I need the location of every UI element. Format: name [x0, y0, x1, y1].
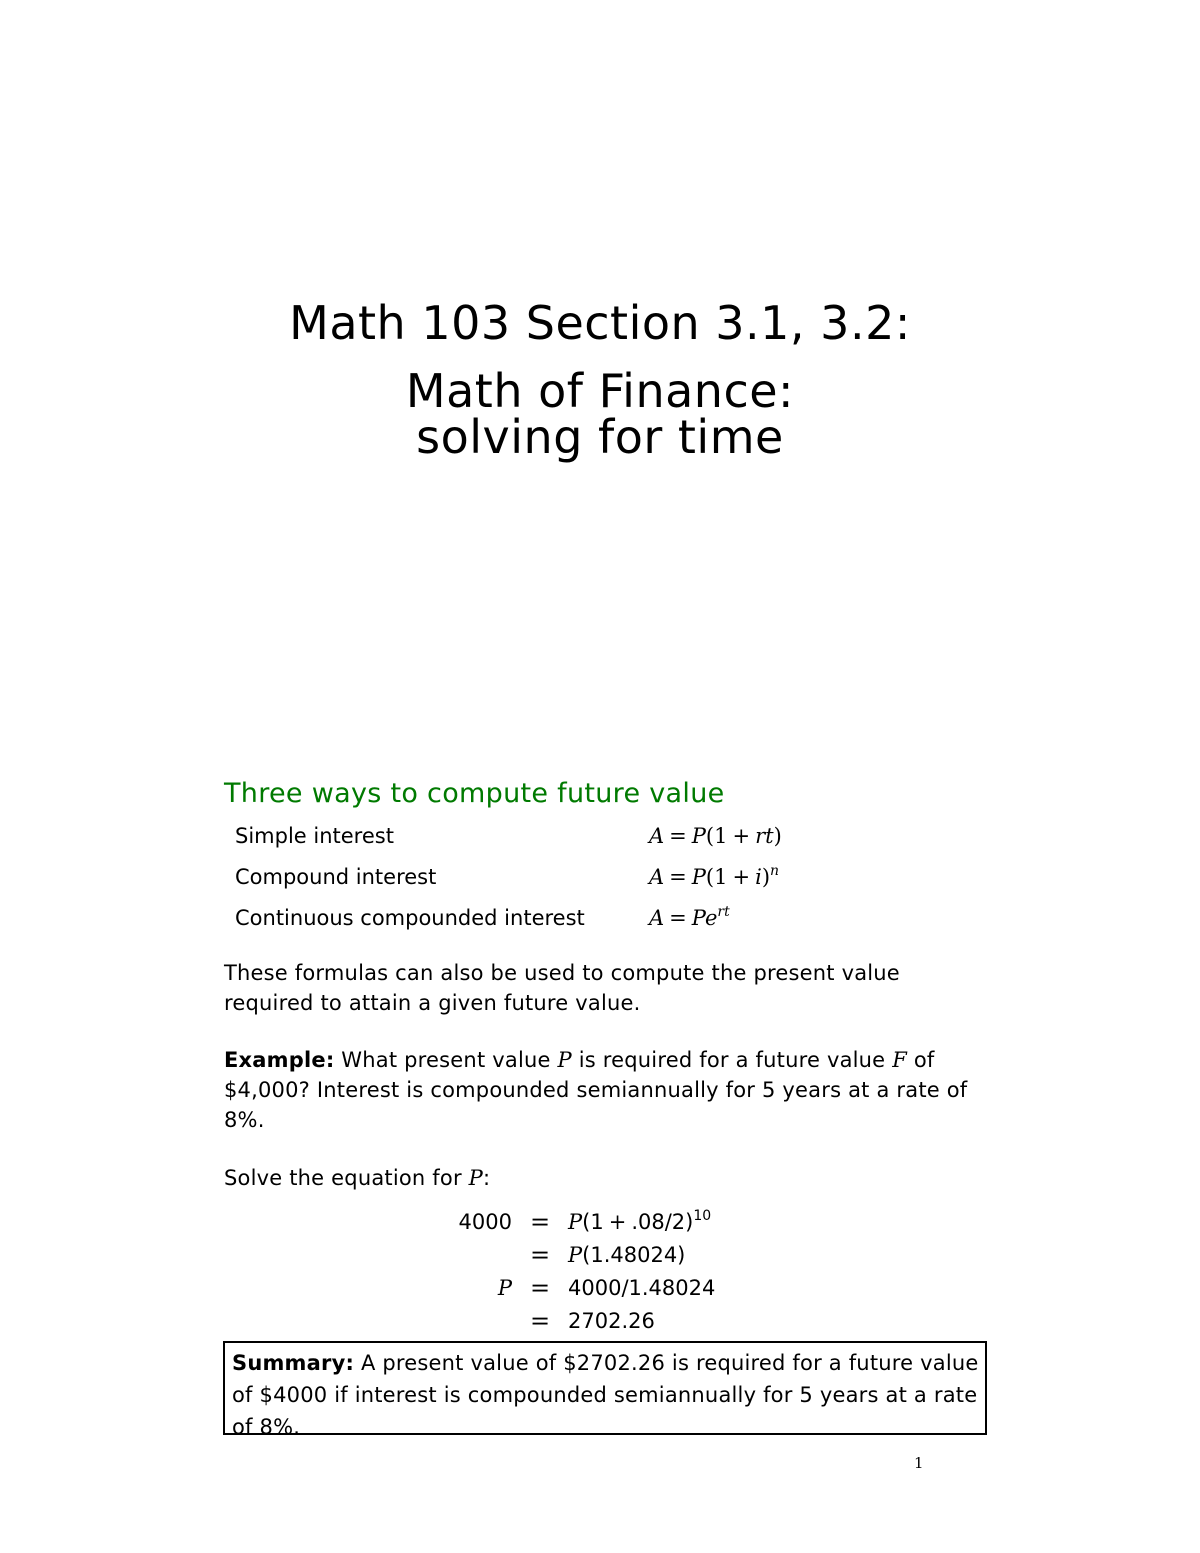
formula-label: Continuous compounded interest — [235, 905, 585, 930]
formula-row — [235, 856, 782, 897]
subtitle-line-2: solving for time — [416, 410, 784, 464]
formula-expression: $A = P(1 + i)^n$ — [649, 862, 780, 889]
equation-row — [450, 1304, 715, 1337]
formula-row — [235, 897, 782, 938]
equation-lhs: 4000 — [458, 1209, 512, 1234]
equation-lhs — [450, 1238, 512, 1271]
summary-text: A present value of $2702.26 is required for a future value of $4000 if interest is compounded semiannually for 5 years at a rate of 8%. — [232, 1351, 979, 1439]
example-text: is required for a future value — [571, 1048, 893, 1072]
equals-sign: = — [529, 1207, 551, 1236]
solve-instruction — [224, 1163, 984, 1193]
formula-expression: $A = Pe^{rt}$ — [649, 903, 730, 930]
equation-rhs: 4000/1.48024 — [568, 1275, 716, 1300]
equation-row — [450, 1271, 715, 1304]
section-heading: Three ways to compute future value — [224, 778, 725, 809]
equals-sign: = — [529, 1240, 551, 1269]
variable-f: F — [892, 1048, 907, 1072]
equals-sign: = — [529, 1306, 551, 1335]
formula-table — [235, 815, 782, 938]
equation-lhs — [450, 1304, 512, 1337]
equation-rhs: 2702.26 — [568, 1308, 655, 1333]
formula-expression: A = P(1 + rt) — [649, 823, 782, 848]
summary-label: Summary: — [232, 1351, 355, 1375]
equation-derivation — [450, 1205, 715, 1337]
example-label: Example: — [224, 1048, 335, 1072]
equation-row — [450, 1205, 715, 1238]
subtitle-line-1: Math of Finance: — [405, 364, 795, 418]
equation-row — [450, 1238, 715, 1271]
solve-text: Solve the equation for — [224, 1166, 469, 1190]
example-text: What present value — [334, 1048, 558, 1072]
formula-label: Compound interest — [235, 864, 437, 889]
variable-p: P — [557, 1048, 572, 1072]
equation-rhs: $P(1 + .08/2)^{10}$ — [568, 1207, 712, 1234]
example-text: of $4,000? Interest is compounded semiannually for 5 years at a rate of 8%. — [224, 1048, 968, 1132]
summary-box — [223, 1341, 987, 1439]
equation-lhs: P — [497, 1275, 512, 1300]
equation-rhs: P(1.48024) — [568, 1242, 686, 1267]
formula-row — [235, 815, 782, 856]
solve-colon: : — [483, 1166, 491, 1190]
document-subtitle — [0, 364, 1200, 464]
variable-p: P — [468, 1166, 483, 1190]
formula-label: Simple interest — [235, 823, 394, 848]
equals-sign: = — [529, 1273, 551, 1302]
document-title: Math 103 Section 3.1, 3.2: — [289, 296, 911, 350]
page-number: 1 — [914, 1454, 924, 1472]
example-paragraph — [224, 1045, 984, 1135]
present-value-paragraph: These formulas can also be used to compute the present value required to attain a given future value. — [224, 961, 900, 1015]
